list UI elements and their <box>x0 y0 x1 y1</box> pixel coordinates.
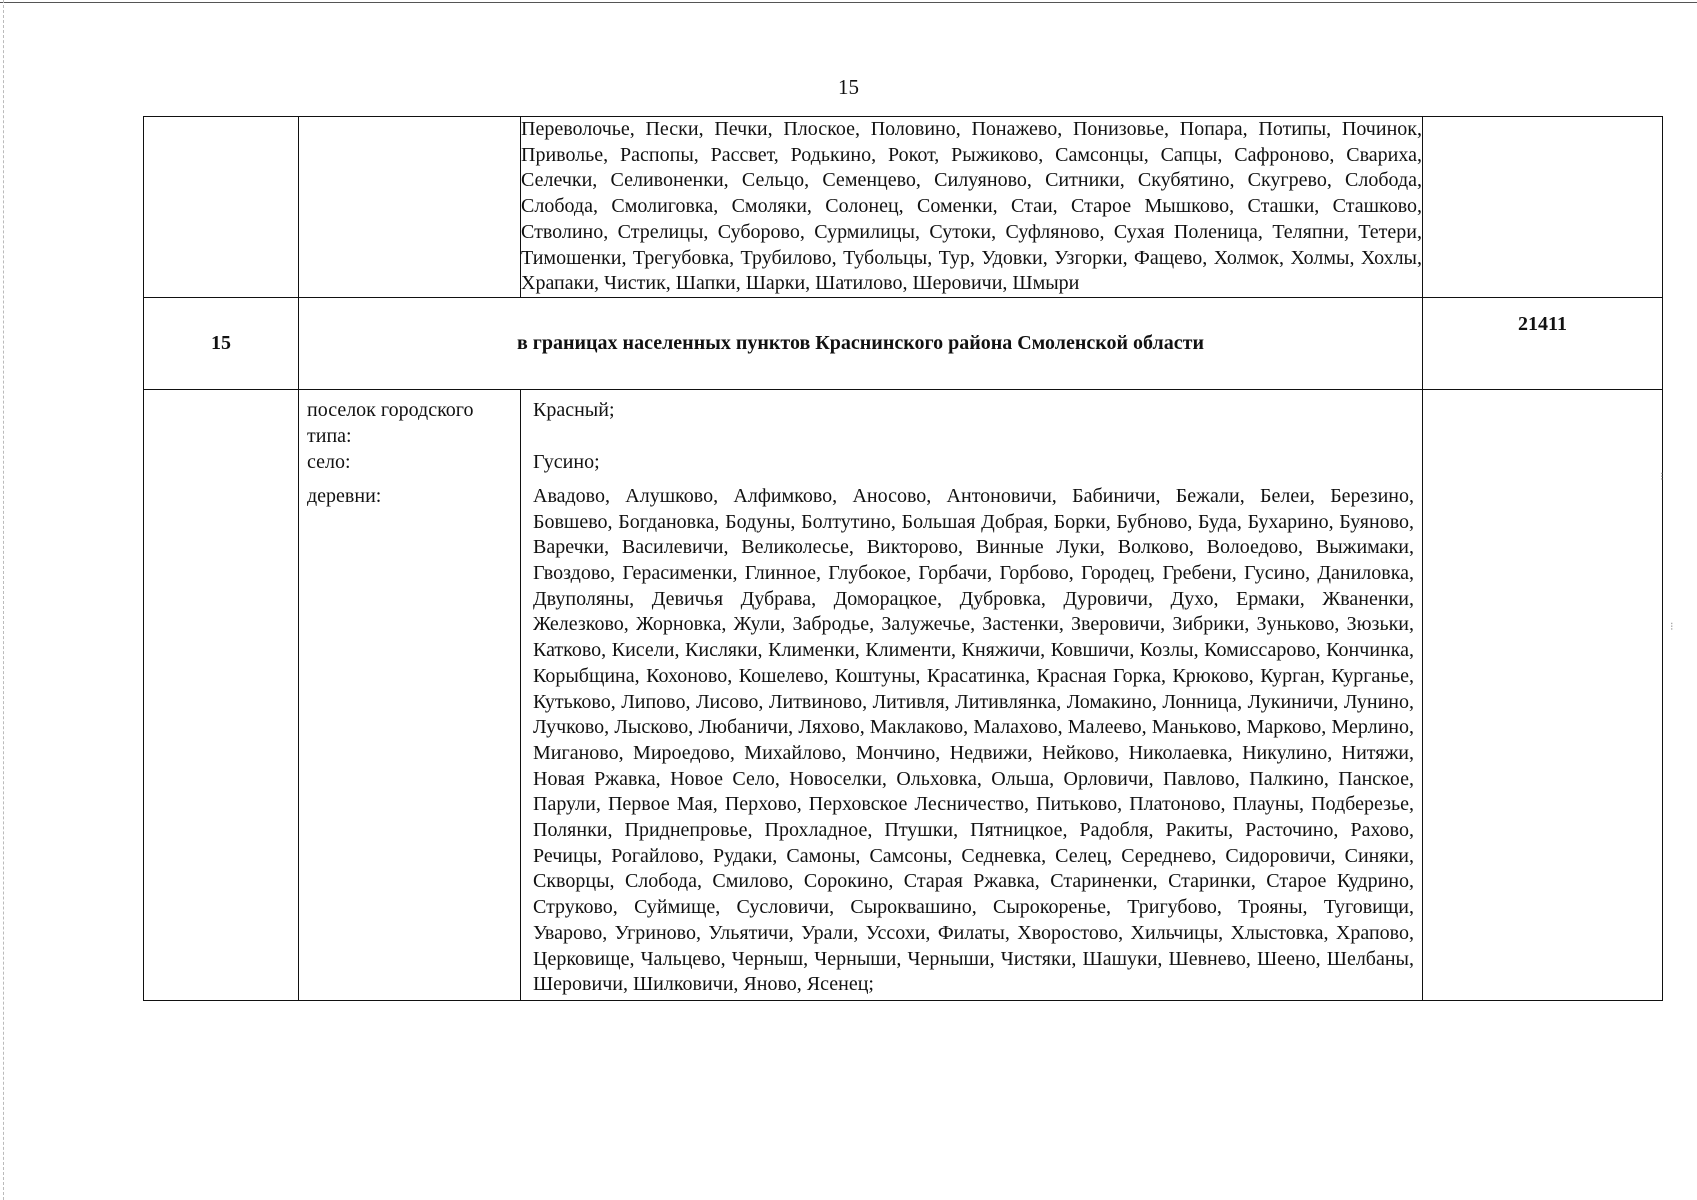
top-border-rule <box>0 2 1697 3</box>
values-cell <box>521 389 1423 1000</box>
label-cell-empty <box>299 117 521 298</box>
page-number: 15 <box>838 75 859 99</box>
scan-artifact: ⁝ <box>1670 621 1674 633</box>
section-header-row <box>144 297 1663 389</box>
labels-cell <box>299 389 521 1000</box>
code-cell-empty <box>1423 117 1663 298</box>
number-cell-empty <box>144 117 299 298</box>
number-cell-empty <box>144 389 299 1000</box>
village-value: Гусино; <box>533 450 600 473</box>
continuation-list-cell <box>521 117 1423 298</box>
code-cell-empty <box>1423 389 1663 1000</box>
section-code: 21411 <box>1423 297 1663 389</box>
settlements-row <box>144 389 1663 1000</box>
villages-list: Авадово, Алушково, Алфимково, Аносово, Антоновичи, Бабиничи, Бежали, Белеи, Березино, Бовшево, Богдановка, Бодуны, Болтутино, Большая Добрая, Борки, Бубново, Буда, Бухарино, Буяново, Варечки, Василевичи, Великолесье, Викторово, Винные Луки, Волково, Волоедово, Выжимаки, Гвоздово, Герасименки, Глинное, Глубокое, Горбачи, Горбово, Городец, Гребени, Гусино, Даниловка, Двуполяны, Девичья Дубрава, Доморацкое, Дубровка, Дуровичи, Духо, Ермаки, Жваненки, Железково, Жорновка, Жули, Забродье, Залужечье, Застенки, Зверовичи, Зибрики, Зуньково, Зюзьки, Катково, Кисели, Кисляки, Клименки, Клименти, Княжичи, Ковшичи, Козлы, Комиссарово, Кончинка, Корыбщина, Кохоново, Кошелево, Коштуны, Красатинка, Красная Горка, Крюково, Курган, Курганье, Кутьково, Липово, Лисово, Литвиново, Литивля, Литивлянка, Ломакино, Лонница, Лукиничи, Лунино, Лучково, Лысково, Любаничи, Ляхово, Маклаково, Малахово, Малеево, Маньково, Марково, Мерлино, Миганово, Мироедово, Михайлово, Мончино, Недвижи, Нейково, Николаевка, Никулино, Нитяжи, Новая Ржавка, Новое Село, Новоселки, Ольховка, Ольша, Орловичи, Павлово, Палкино, Панское, Парули, Первое Мая, Перхово, Перховское Лесничество, Питьково, Платоново, Плауны, Подберезье, Полянки, Приднепровье, Прохладное, Птушки, Пятницкое, Радобля, Ракиты, Расточино, Рахово, Речицы, Рогайлово, Рудаки, Самоны, Самсоны, Седневка, Селец, Середнево, Сидоровичи, Синяки, Скворцы, Слобода, Смилово, Сорокино, Старая Ржавка, Стариненки, Старинки, Старое Кудрино, Струково, Суймище, Сусловичи, Сыроквашино, Сырокоренье, Тригубово, Трояны, Туговищи, Уварово, Угриново, Ульятичи, Урали, Уссохи, Филаты, Хворостово, Хильчицы, Хлыстовка, Храпово, Церковище, Чальцево, Черныш, Черныши, Черныши, Чистяки, Шашуки, Шевнево, Шеено, Шелбаны, Шеровичи, Шилковичи, Яново, Ясенец; <box>533 484 1414 996</box>
villages-label: деревни: <box>307 484 382 507</box>
urban-type-value: Красный; <box>533 398 615 421</box>
continuation-villages-text: Переволочье, Пески, Печки, Плоское, Половино, Понажево, Понизовье, Попара, Потипы, Починок, Приволье, Распопы, Рассвет, Родькино, Рокот, Рыжиково, Самсонцы, Сапцы, Сафроново, Свариха, Селечки, Селивоненки, Сельцо, Семенцево, Силуяново, Ситники, Скубятино, Скугрево, Слобода, Слобода, Смолиговка, Смоляки, Солонец, Соменки, Стаи, Старое Мышково, Сташки, Сташково, Стволино, Стрелицы, Суборово, Сурмилицы, Сутоки, Суфляново, Сухая Поленица, Теляпни, Тетери, Тимошенки, Трегубовка, Трубилово, Тубольцы, Тур, Удовки, Узгорки, Фащево, Холмок, Холмы, Хохлы, Храпаки, Чистик, Шапки, Шарки, Шатилово, Шеровичи, Шмыри <box>521 118 1422 295</box>
section-title: в границах населенных пунктов Краснинского района Смоленской области <box>299 297 1423 389</box>
scan-artifact: ⁝ <box>1660 471 1664 483</box>
scan-left-edge <box>3 0 4 1200</box>
continuation-row <box>144 117 1663 298</box>
urban-type-label: поселок городского типа: <box>307 398 474 447</box>
section-number: 15 <box>144 297 299 389</box>
village-label: село: <box>307 450 351 473</box>
settlements-table <box>143 116 1663 1001</box>
